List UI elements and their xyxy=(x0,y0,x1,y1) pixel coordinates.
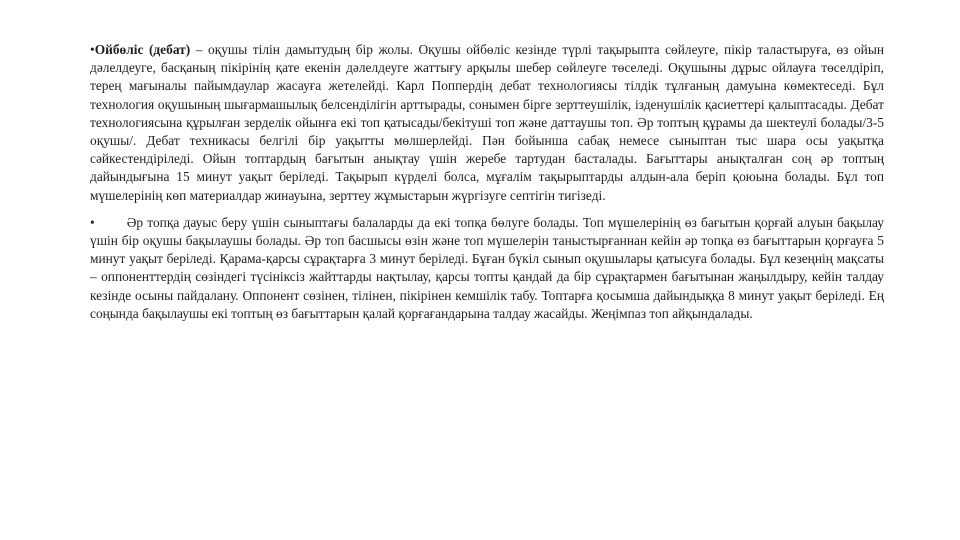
paragraph-debate-procedure xyxy=(90,214,884,323)
paragraph-text: Әр топқа дауыс беру үшін сыныптағы балаларды да екі топқа бөлуге болады. Топ мүшелерінің өз бағытын қорғай алуын бақылау үшін бір оқушы бақылаушы болады. Әр топ басшысы өзін және топ мүшелерін таныстырғаннан кейін әр топқа өз бағыттарын қорғауға 5 минут уақыт беріледі. Қарама-қарсы сұрақтарға 3 минут беріледі. Бұған бүкіл сынып оқушылары қатысуға болады. Бұл кезеңнің мақсаты – оппоненттердің сөзіндегі түсініксіз жайттарды нақтылау, қарсы топты қандай да бір сұрақтармен бағытынан жаңылдыру, кейін талдау кезінде осыны пайдалану. Оппонент сөзінен, тілінен, пікірінен кемшілік табу. Топтарға қосымша дайындыққа 8 минут уақыт беріледі. Ең соңында бақылаушы екі топтың өз бағыттарын қалай қорғағандарына талдау жасайды. Жеңімпаз топ айқындалады. xyxy=(90,214,884,321)
bullet-icon: • xyxy=(90,42,95,57)
term-heading: Ойбөліс (дебат) xyxy=(94,42,191,57)
paragraph-debate-intro xyxy=(90,41,884,205)
slide-body xyxy=(90,41,884,323)
paragraph-text: – оқушы тілін дамытудың бір жолы. Оқушы ойбөліс кезінде түрлі тақырыпта сөйлеуге, пікір таластыруға, өз ойын дәлелдеуге, басқаның пікірінің қате екенін дәлелдеуге жаттығу арқылы шебер сөйлеуге төселеді. Оқушыны дұрыс ойлауға төселдіріп, терең мағыналы пайымдаулар жасауға жетелейді. Карл Поппердің дебат технологиясы тілдік тұлғаның дамуына көмектеседі. Бұл технология оқушының шығармашылық белсенділігін арттырады, сонымен бірге зерттеушілік, ізденушілік қасиеттері қалыптасады. Дебат технологиясына құрылған зерделік ойынға екі топ қатысады/бекітуші топ және даттаушы топ. Әр топтың құрамы да шектеулі болады/3-5 оқушы/. Дебат техникасы белгілі бір уақытты мөлшерлейді. Пән бойынша сабақ немесе сыныптан тыс шара осы уақытқа сәйкестендіріледі. Ойын топтардың бағытын анықтау үшін жеребе тартудан басталады. Бағыттары анықталған соң әр топтың дайындығына 15 минут уақыт беріледі. Тақырып күрделі болса, мұғалім тақырыптарды алдын-ала беріп қоюына болады. Бұл топ мүшелерінің көп материалдар жинауына, зерттеу жұмыстарын жүргізуге септігін тигізеді. xyxy=(90,42,884,203)
bullet-icon: • xyxy=(90,214,95,230)
